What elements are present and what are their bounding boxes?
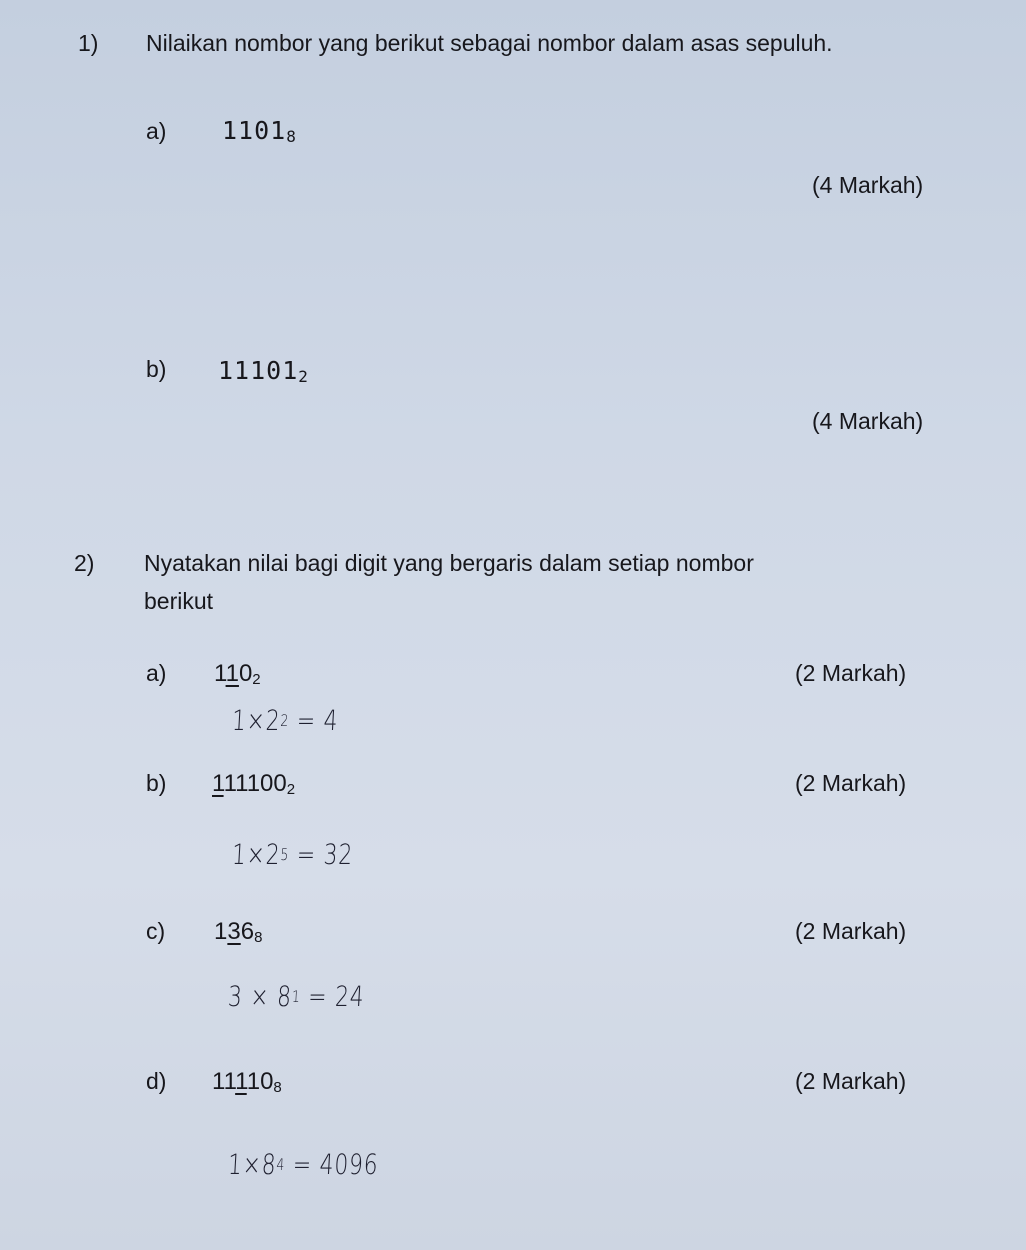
q2a-number: $110_2$ [214,660,261,688]
q2d-marks: (2 Markah) [795,1068,907,1094]
q1a-marks: (4 Markah) [812,172,924,198]
q2c-marks: (2 Markah) [795,918,907,944]
underlined-digit: 1 [212,770,224,797]
question-2-number: 2) [74,550,95,576]
q1b-number: $11101_2$ [218,356,309,386]
q2a-label: a) [146,660,167,686]
underlined-digit: 1 [225,660,239,687]
q1b-label: b) [146,356,167,382]
q2b-marks: (2 Markah) [795,770,907,796]
q2b-label: b) [146,770,167,796]
q2d-number: $11110_8$ [212,1068,282,1096]
q1a-number: $1101_8$ [222,116,297,146]
question-1-text: Nilaikan nombor yang berikut sebagai nombor dalam asas sepuluh. [146,30,833,56]
q2b-handwritten-answer: $1\times 2^5 = 32$ [231,838,354,871]
q2c-handwritten-answer: $3 \times 8^1 = 24$ [227,980,366,1013]
q2d-handwritten-answer: $1\times 8^4 = 4096$ [227,1148,380,1181]
q2c-number: $136_8$ [214,918,263,946]
q2d-label: d) [146,1068,167,1094]
underlined-digit: 1 [235,1068,247,1095]
underlined-digit: 3 [227,918,241,945]
q1a-label: a) [146,118,167,144]
question-2-text-line1: Nyatakan nilai bagi digit yang bergaris dalam setiap nombor [144,550,754,576]
q2a-marks: (2 Markah) [795,660,907,686]
q1b-marks: (4 Markah) [812,408,924,434]
question-2-text-line2: berikut [144,588,214,614]
q2c-label: c) [146,918,166,944]
q2b-number: $111100_2$ [212,770,296,798]
question-1-number: 1) [78,30,99,56]
q2a-handwritten-answer: $1\times 2^2 = 4$ [231,704,340,737]
